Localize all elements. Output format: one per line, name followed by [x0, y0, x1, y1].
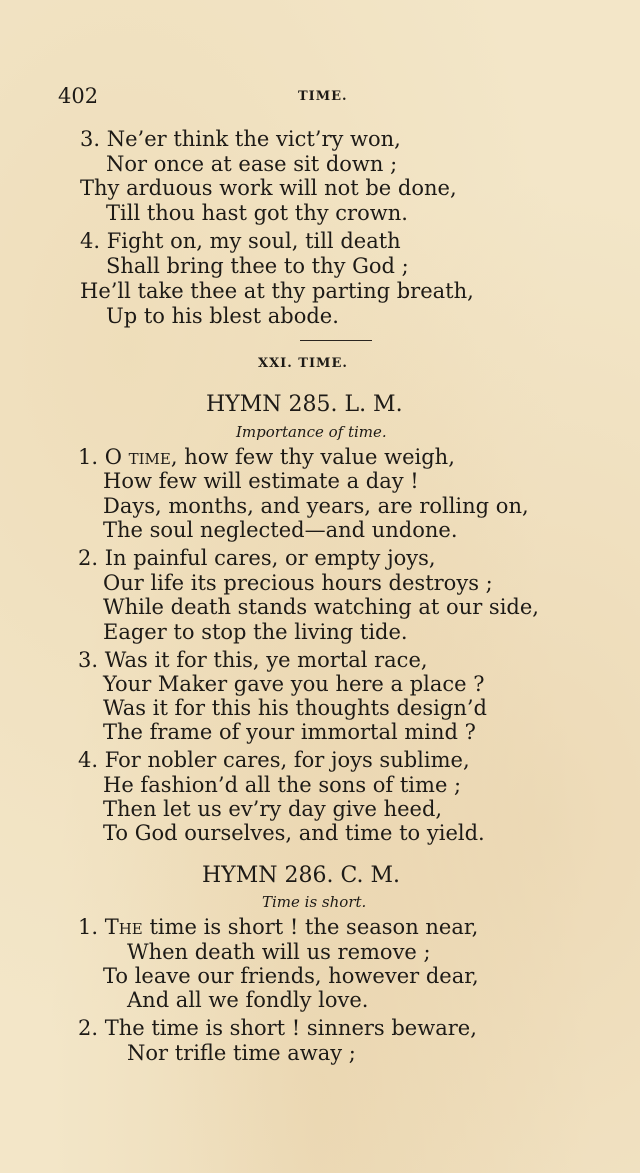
section-title: XXI. TIME.	[258, 356, 348, 371]
hymn-285-subtitle: Importance of time.	[236, 423, 387, 441]
running-head: TIME.	[298, 89, 348, 104]
page-number: 402	[58, 84, 99, 108]
verse-line: 4. Fight on, my soul, till death	[80, 229, 401, 253]
verse-line: Was it for this his thoughts design’d	[103, 696, 487, 720]
verse-line: Your Maker gave you here a place ?	[103, 672, 485, 696]
verse-line: 4. For nobler cares, for joys sublime,	[78, 748, 470, 772]
hymn-286-subtitle: Time is short.	[262, 893, 367, 911]
verse-line: Thy arduous work will not be done,	[80, 176, 457, 200]
verse-line: 1. O time, how few thy value weigh,	[78, 445, 455, 469]
verse-line: And all we fondly love.	[127, 988, 369, 1012]
verse-line: Nor trifle time away ;	[127, 1041, 356, 1065]
verse-line: To leave our friends, however dear,	[103, 964, 479, 988]
hymn-285-title: HYMN 285. L. M.	[206, 392, 403, 417]
verse-line: 3. Was it for this, ye mortal race,	[78, 648, 428, 672]
verse-line: While death stands watching at our side,	[103, 595, 539, 619]
verse-line: 1. The time is short ! the season near,	[78, 915, 479, 939]
verse-line: Then let us ev’ry day give heed,	[103, 797, 443, 821]
verse-line: Our life its precious hours destroys ;	[103, 571, 493, 595]
verse-line: To God ourselves, and time to yield.	[103, 821, 485, 845]
verse-line: He’ll take thee at thy parting breath,	[80, 279, 474, 303]
page-header	[58, 84, 598, 110]
verse-line: How few will estimate a day !	[103, 469, 419, 493]
verse-line: The frame of your immortal mind ?	[103, 720, 476, 744]
verse-line: Shall bring thee to thy God ;	[106, 254, 409, 278]
verse-line: 2. In painful cares, or empty joys,	[78, 546, 436, 570]
verse-line: Till thou hast got thy crown.	[106, 201, 408, 225]
verse-line: 2. The time is short ! sinners beware,	[78, 1016, 477, 1040]
verse-line: Up to his blest abode.	[106, 304, 339, 328]
verse-line: When death will us remove ;	[127, 940, 431, 964]
verse-line: He fashion’d all the sons of time ;	[103, 773, 462, 797]
verse-line: Days, months, and years, are rolling on,	[103, 494, 529, 518]
hymn-286-title: HYMN 286. C. M.	[202, 863, 401, 888]
verse-line: Eager to stop the living tide.	[103, 620, 408, 644]
verse-line: Nor once at ease sit down ;	[106, 152, 398, 176]
verse-line: 3. Ne’er think the vict’ry won,	[80, 127, 401, 151]
verse-line: The soul neglected—and undone.	[103, 518, 458, 542]
section-divider	[300, 340, 372, 341]
